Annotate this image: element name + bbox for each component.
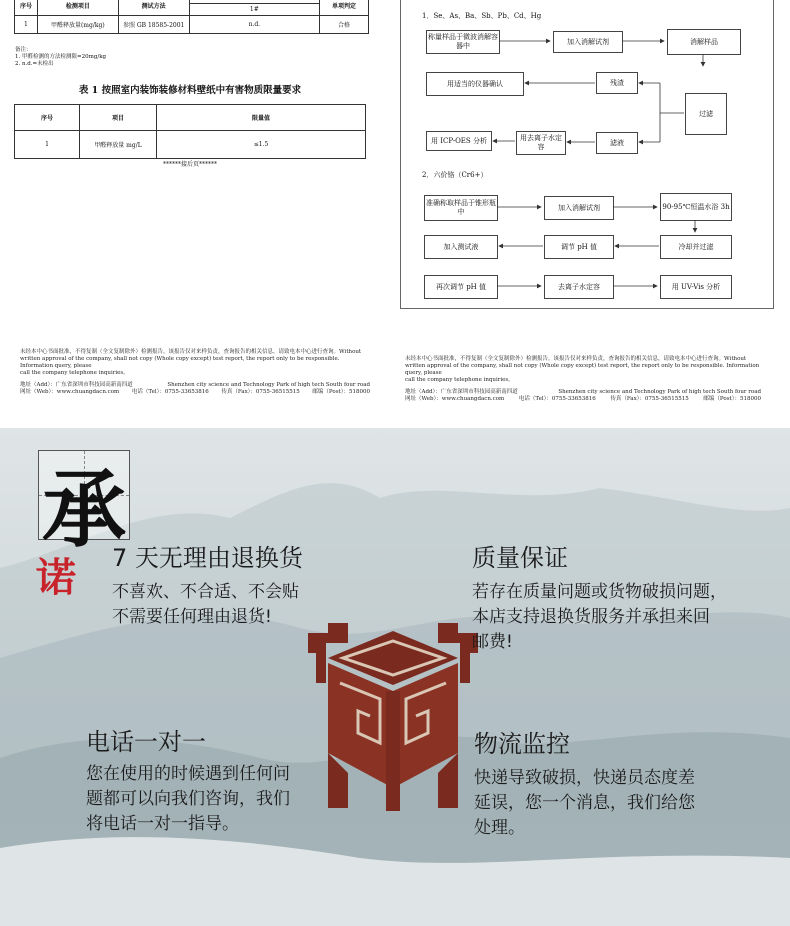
note-line: 2. n.d.=未检出 <box>15 61 54 67</box>
cheng-character: 承 <box>41 460 126 559</box>
flow1-step-i: 滤液 <box>596 132 638 154</box>
notes <box>15 47 106 68</box>
flow1-step-d: 用适当的仪器确认 <box>426 72 524 96</box>
footer-address: 地址（Add）：广东省深圳市科技园高新南四道 <box>20 382 133 388</box>
table-row <box>15 131 366 159</box>
footer-fax: 传真（Fax）：0755-36515515 <box>221 389 300 395</box>
promise-text-logistics-content: 快递导致破损，快递员态度差 延误，您一个消息，我们给您 处理。 <box>474 768 695 838</box>
continued-text: ******接后页****** <box>162 161 217 168</box>
cell-result: n.d. <box>189 16 320 34</box>
flow1-arrows <box>398 0 790 170</box>
flow2-step-g: 再次调节 pH 值 <box>424 275 498 299</box>
promise-text-quality <box>472 580 727 655</box>
flow1-step-f: 过滤 <box>685 93 727 135</box>
report-section <box>0 0 790 428</box>
cell-method: 参照 GB 18585-2001 <box>118 16 189 34</box>
footer-tel: 电话（Tel）：0755-33653816 <box>131 389 209 395</box>
section1-title: 1．Se、As、Ba、Sb、Pb、Cd、Hg <box>422 12 542 20</box>
footer-line: written approval of the company, shall not copy (Whole copy except) test report, the report only to be responsible. Information query, please <box>405 363 760 376</box>
header-limit: 限量值 <box>157 105 366 131</box>
header-sample: 1# <box>189 4 320 16</box>
flow2-step-h: 去离子水定容 <box>544 275 614 299</box>
flow2-arrows <box>398 180 790 310</box>
header-judge: 单项判定 <box>320 0 369 16</box>
cell-item: 甲醛释放量(mg/kg) <box>37 16 118 34</box>
promise-text-phone-content: 您在使用的时候遇到任何问 题都可以向我们咨询，我们 将电话一对一指导。 <box>86 764 290 834</box>
promise-text-returns <box>112 580 299 630</box>
footer-fax: 传真（Fax）：0755-36515515 <box>610 396 689 402</box>
test-result-table <box>14 0 369 34</box>
section2-label: 2．六价铬（Cr6+） <box>422 171 488 179</box>
limit-table <box>14 104 366 159</box>
footer-web: 网址（Web）：www.chuangdacn.com <box>405 396 505 402</box>
promise-title-returns: 7 天无理由退换货 <box>112 544 303 572</box>
header-no: 序号 <box>15 0 38 16</box>
promise-text-quality-content: 若存在质量问题或货物破损问题， 本店支持退换货服务并承担来回 邮费! <box>472 582 727 652</box>
section2-title <box>422 170 487 180</box>
footer-line: 未经本中心书面批准，不得复制（全文复制除外）检测报告。该报告仅对来样负责，查询报告的相关信息，请致电本中心进行查询。Without <box>405 356 747 362</box>
flow1-step-a: 称量样品于微波消解容器中 <box>426 30 500 54</box>
table-header-row <box>15 105 366 131</box>
ding-vessel-icon <box>308 623 478 813</box>
promise-title-quality: 质量保证 <box>472 544 568 572</box>
flow1-step-g: 用 ICP-OES 分析 <box>426 131 492 151</box>
footer-address-en: Shenzhen city science and Technology Park of high tech South four road <box>167 382 370 388</box>
promise-title-phone: 电话一对一 <box>86 728 206 756</box>
table-row <box>15 16 369 34</box>
cell-item: 甲醛释放量 mg/L <box>80 131 157 159</box>
footer-line: call the company telephone inquiries。 <box>20 370 129 376</box>
promise-text-returns-content: 不喜欢、不合适、不会贴 不需要任何理由退货! <box>112 582 299 627</box>
footer-line: call the company telephone inquiries。 <box>405 377 514 383</box>
flow1-step-b: 加入消解试剂 <box>553 31 623 53</box>
promise-text-phone <box>86 762 290 837</box>
flow1-step-h: 用去离子水定容 <box>516 131 566 155</box>
footer-post: 邮编（Post）：518000 <box>703 396 761 402</box>
header-method: 测试方法 <box>118 0 189 16</box>
cell-no: 1 <box>15 16 38 34</box>
flow2-step-i: 用 UV-Vis 分析 <box>660 275 732 299</box>
right-footer <box>405 356 761 403</box>
cell-judge: 合格 <box>320 16 369 34</box>
flow2-step-f: 冷却并过滤 <box>660 235 732 259</box>
footer-line: written approval of the company, shall not copy (Whole copy except) test report, the report only to be responsible. Information query, please <box>20 356 340 369</box>
footer-tel: 电话（Tel）：0755-33653816 <box>518 396 596 402</box>
flow1-step-e: 残渣 <box>596 72 638 94</box>
note-line: 1. 甲醛检测的方法检测限=20mg/kg <box>15 54 107 60</box>
right-report-page <box>398 0 790 428</box>
note-line: 备注： <box>15 47 32 53</box>
footer-line: 未经本中心书面批准，不得复制（全文复制除外）检测报告。该报告仅对来样负责，查询报告的相关信息，请致电本中心进行查询。Without <box>20 349 362 355</box>
footer-web: 网址（Web）：www.chuangdacn.com <box>20 389 120 395</box>
header-item: 检测项目 <box>37 0 118 16</box>
footer-address: 地址（Add）：广东省深圳市科技园高新南四道 <box>405 389 518 395</box>
promise-text-logistics <box>474 766 695 841</box>
header-no: 序号 <box>15 105 80 131</box>
nuo-character: 诺 <box>36 554 76 601</box>
left-report-page <box>0 0 380 428</box>
flow2-step-b: 加入消解试剂 <box>544 196 614 220</box>
flow2-step-d: 加入测试液 <box>424 235 498 259</box>
left-footer <box>20 349 370 396</box>
flow2-step-c: 90-95℃恒温水浴 3h <box>660 193 732 221</box>
footer-post: 邮编（Post）：518000 <box>312 389 370 395</box>
promise-title-logistics: 物流监控 <box>474 730 570 758</box>
flow2-step-a: 准确称取样品于锥形瓶中 <box>424 195 498 221</box>
flow2-step-e: 调节 pH 值 <box>544 235 614 259</box>
footer-address-en: Shenzhen city science and Technology Park of high tech South four road <box>558 389 761 395</box>
promise-banner <box>0 428 790 926</box>
header-item: 项目 <box>80 105 157 131</box>
cheng-character-box <box>38 450 130 559</box>
flow1-step-c: 消解样品 <box>667 29 741 55</box>
cell-no: 1 <box>15 131 80 159</box>
cell-limit: ≤1.5 <box>157 131 366 159</box>
table2-title: 表 1 按照室内装饰装修材料壁纸中有害物质限量要求 <box>78 85 302 96</box>
